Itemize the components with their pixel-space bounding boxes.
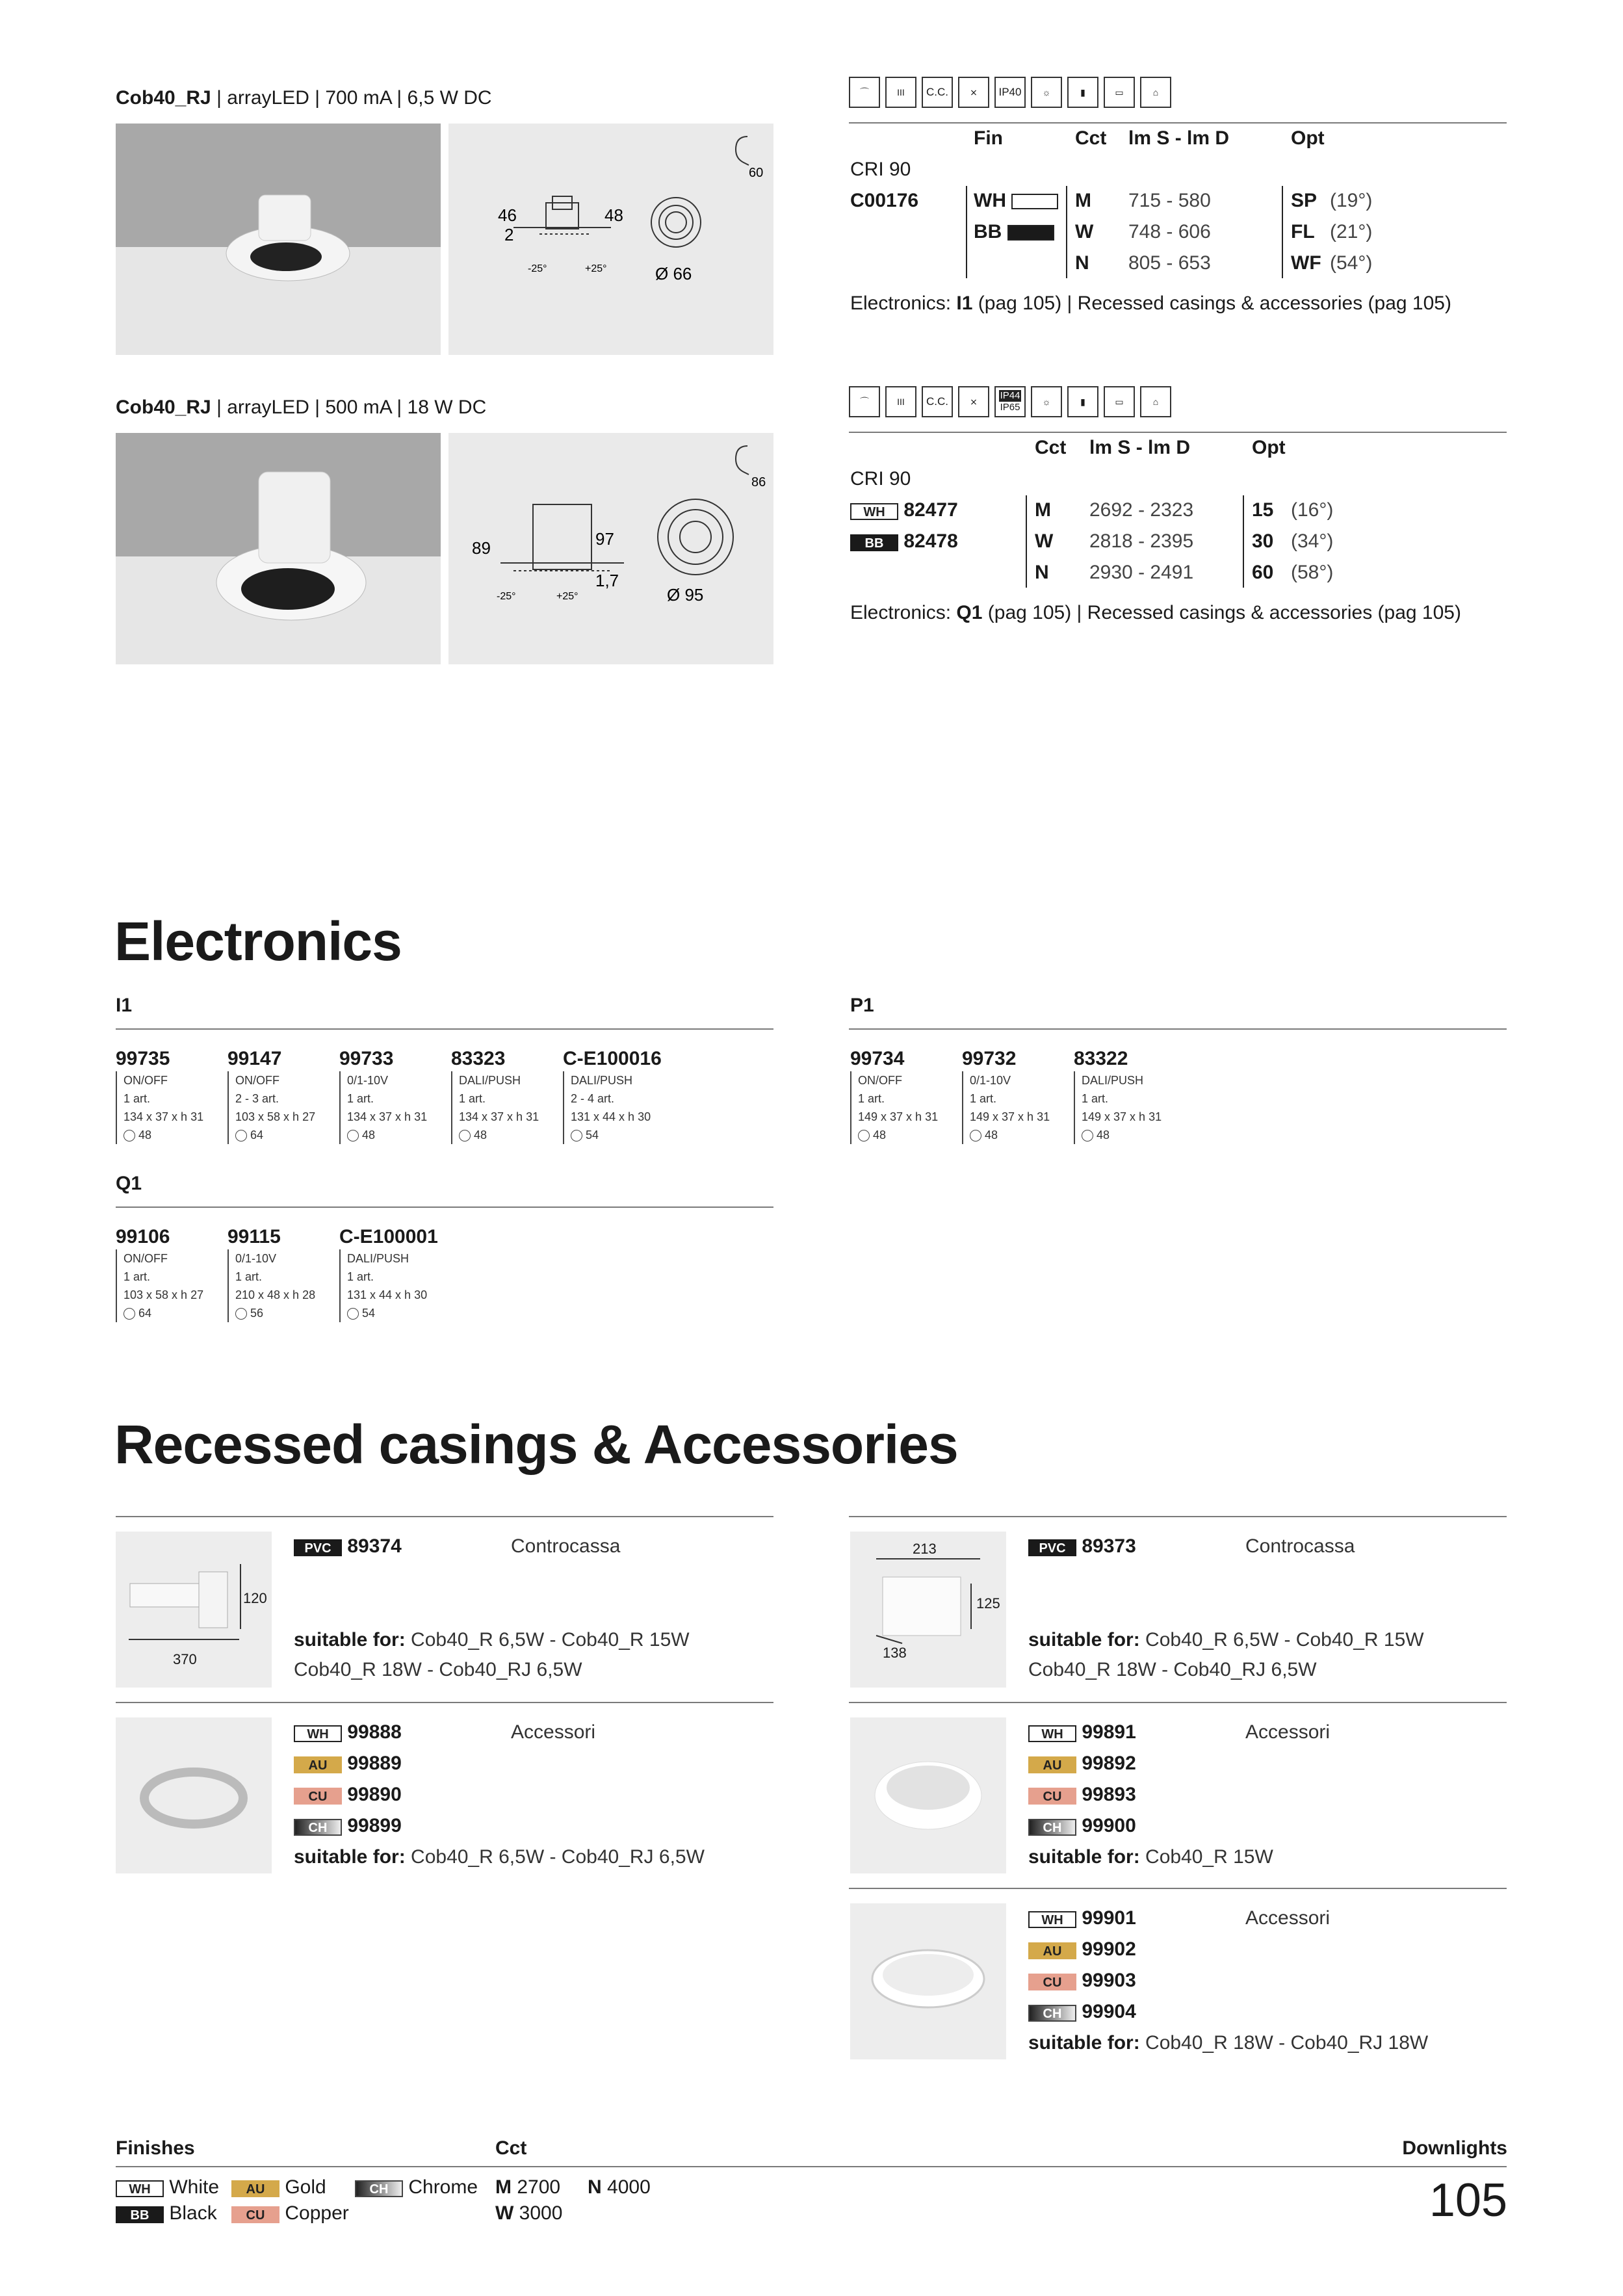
driver-code: 99734 [850,1048,905,1069]
accessory-code: WH 99901 [1028,1907,1136,1929]
p1-label: P1 [850,995,874,1016]
driver-size: 210 x 48 x h 28 [235,1288,316,1301]
cct-w: W 3000 [495,2202,563,2224]
product-2-icons [849,386,1171,417]
product-2-dim-h1: 89 [472,538,491,558]
p1-col-fin: Fin [974,127,1003,149]
weight-icon [347,1130,359,1141]
driver-art: 1 art. [123,1092,151,1105]
weight-icon [459,1130,471,1141]
casing-left-suitable-2: Cob40_R 18W - Cob40_RJ 6,5W [294,1659,582,1680]
p1-opt-angle-3: (54°) [1330,252,1373,274]
p1-col-cct: Cct [1075,127,1107,149]
driver-size: 149 x 37 x h 31 [1082,1110,1162,1123]
accessory-code: CH 99900 [1028,1815,1136,1837]
p1-col-lm: lm S - lm D [1128,127,1230,149]
acc-left-image [116,1717,272,1873]
p1-lm-1: 715 - 580 [1128,190,1211,211]
driver-size: 103 x 58 x h 27 [235,1110,316,1123]
p2-lm-1: 2692 - 2323 [1089,499,1194,521]
p1-cri: CRI 90 [850,159,911,180]
driver-size: 103 x 58 x h 27 [123,1288,204,1301]
p1-electronics: Electronics: I1 (pag 105) | Recessed casings & accessories (pag 105) [850,293,1451,314]
driver-weight: 48 [858,1126,954,1144]
driver-weight: 64 [235,1126,331,1144]
product-1-technical-drawing [448,124,773,355]
acc-right2-image [850,1903,1006,2059]
driver-code: C-E100001 [339,1226,438,1247]
driver-type: ON/OFF [858,1074,902,1087]
driver-item [451,1048,555,1144]
product-1-spec: | arrayLED | 700 mA | 6,5 W DC [216,87,492,109]
accessory-name: Accessori [511,1721,596,1743]
p1-opt-1: SP [1291,190,1318,211]
casing-right-code: PVC 89373 [1028,1535,1136,1558]
cct-label: Cct [495,2137,527,2159]
driver-code: 99115 [227,1226,281,1247]
casing-left-suitable: suitable for: Cob40_R 6,5W - Cob40_R 15W [294,1629,690,1650]
driver-type: ON/OFF [235,1074,279,1087]
accessory-suitable: suitable for: Cob40_R 18W - Cob40_RJ 18W [1028,2032,1429,2054]
accessory-code: WH 99888 [294,1721,402,1743]
accessory-suitable: suitable for: Cob40_R 6,5W - Cob40_RJ 6,5W [294,1846,705,1868]
finish-black: BB Black [116,2202,217,2224]
p1-fin-wh: WH [974,190,1058,212]
driver-item [962,1048,1066,1144]
driver-weight: 56 [235,1304,331,1322]
p2-opt-1: 15 [1252,499,1274,521]
driver-type: DALI/PUSH [347,1252,409,1265]
p2-opt-angle-1: (16°) [1291,499,1334,521]
p2-lm-3: 2930 - 2491 [1089,562,1194,583]
p1-opt-angle-2: (21°) [1330,221,1373,242]
driver-weight: 48 [1082,1126,1178,1144]
p1-opt-2: FL [1291,221,1315,242]
no-insulation-cover-icon: ⨯ [958,77,989,108]
weight-icon [1082,1130,1093,1141]
finish-chrome: CH Chrome [355,2176,478,2198]
finish-white: WH White [116,2176,219,2198]
p1-opt-3: WF [1291,252,1321,274]
product-2-dim-d: 1,7 [595,571,619,590]
driver-item [227,1048,331,1144]
casing-right-suitable: suitable for: Cob40_R 6,5W - Cob40_R 15W [1028,1629,1424,1650]
driver-item [850,1048,954,1144]
product-2-angle-left: -25° [497,591,516,602]
driver-size: 131 x 44 x h 30 [347,1288,428,1301]
driver-weight: 48 [347,1126,443,1144]
product-2-diameter: Ø 95 [667,585,704,605]
accessory-code: CU 99903 [1028,1970,1136,1992]
p1-lm-2: 748 - 606 [1128,221,1211,242]
driver-size: 134 x 37 x h 31 [459,1110,539,1123]
page-number: 105 [1429,2174,1507,2226]
recessed-icon: ⌒ [849,386,880,417]
product-2-weight: 86 [751,475,766,489]
cct-m: M 2700 [495,2176,561,2198]
casing-right-dim-w: 213 [913,1541,937,1557]
driver-code: 99732 [962,1048,1017,1069]
driver-type: 0/1-10V [235,1252,277,1265]
driver-item [563,1048,667,1144]
recessed-heading: Recessed casings & Accessories [114,1414,958,1475]
constant-current-icon: C.C. [922,77,953,108]
driver-item [339,1048,443,1144]
driver-art: 2 - 4 art. [571,1092,615,1105]
p2-opt-angle-2: (34°) [1291,530,1334,552]
driver-type: ON/OFF [123,1252,168,1265]
driver-art: 1 art. [459,1092,486,1105]
glow-wire-icon: ☼ [1031,386,1062,417]
p2-cri: CRI 90 [850,468,911,489]
driver-weight: 48 [970,1126,1066,1144]
accessory-code: CH 99899 [294,1815,402,1837]
driver-art: 2 - 3 art. [235,1092,279,1105]
driver-type: ON/OFF [123,1074,168,1087]
product-1-title [116,87,492,109]
p1-cct-3: N [1075,252,1089,274]
driver-code: 99106 [116,1226,170,1247]
p1-cct-1: M [1075,190,1091,211]
driver-type: DALI/PUSH [459,1074,521,1087]
casing-right-name: Controcassa [1245,1535,1355,1557]
driver-code: 99733 [339,1048,394,1069]
product-2-photo [116,433,441,664]
accessory-code: CU 99890 [294,1784,402,1806]
q1-label: Q1 [116,1173,142,1194]
driver-art: 1 art. [1082,1092,1109,1105]
i1-label: I1 [116,995,133,1016]
product-2-technical-drawing [448,433,773,664]
p2-lm-2: 2818 - 2395 [1089,530,1194,552]
driver-type: DALI/PUSH [571,1074,633,1087]
product-2-rule [849,432,1507,433]
cct-n: N 4000 [588,2176,651,2198]
p1-opt-angle-1: (19°) [1330,190,1373,211]
product-1-dim-d2: 2 [504,225,514,244]
ip-rating-icon: IP40 [994,77,1026,108]
product-2-title [116,397,486,419]
white-swatch [1011,194,1058,209]
weight-icon [858,1130,870,1141]
p1-col-opt: Opt [1291,127,1325,149]
p2-opt-angle-3: (58°) [1291,562,1334,583]
p2-col-opt: Opt [1252,437,1286,458]
driver-art: 1 art. [858,1092,885,1105]
accessory-name: Accessori [1245,1907,1331,1929]
casing-left-dim-h: 120 [243,1590,267,1606]
driver-size: 149 x 37 x h 31 [970,1110,1050,1123]
p2-col-lm: lm S - lm D [1089,437,1191,458]
product-1-angle-right: +25° [585,263,607,274]
p2-code-wh: WH 82477 [850,499,958,521]
class-iii-icon: III [885,77,916,108]
casing-left-dim-w: 370 [173,1651,197,1667]
casing-right-dim-h: 125 [976,1595,1000,1611]
class-iii-icon: III [885,386,916,417]
p2-cct-2: W [1035,530,1054,552]
weight-icon [235,1130,247,1141]
driver-type: 0/1-10V [347,1074,389,1087]
accessory-code: CU 99893 [1028,1784,1136,1806]
recessed-icon: ⌒ [849,77,880,108]
accessory-code: AU 99892 [1028,1753,1136,1775]
driver-type: DALI/PUSH [1082,1074,1144,1087]
driver-item [116,1226,220,1322]
driver-size: 149 x 37 x h 31 [858,1110,939,1123]
section-label: Downlights [1402,2137,1507,2159]
ceiling-icon: ▭ [1104,77,1135,108]
product-2-name: Cob40_RJ [116,397,211,418]
driver-size: 134 x 37 x h 31 [347,1110,428,1123]
product-2-spec: | arrayLED | 500 mA | 18 W DC [216,397,487,418]
product-2-angle-right: +25° [556,591,578,602]
driver-item [339,1226,443,1322]
constant-current-icon: C.C. [922,386,953,417]
accessory-code: WH 99891 [1028,1721,1136,1743]
weight-icon [571,1130,582,1141]
driver-item [227,1226,331,1322]
electronics-heading: Electronics [114,911,402,972]
ceiling-mount-icon: ▮ [1067,386,1098,417]
casing-left-code: PVC 89374 [294,1535,402,1558]
product-2-drawing [448,433,773,664]
driver-weight: 54 [347,1304,443,1322]
p2-col-cct: Cct [1035,437,1067,458]
driver-art: 1 art. [123,1270,151,1283]
weight-icon [235,1308,247,1320]
p1-cct-2: W [1075,221,1094,242]
driver-code: 99735 [116,1048,170,1069]
weight-icon [970,1130,981,1141]
product-1-name: Cob40_RJ [116,87,211,109]
p2-opt-3: 60 [1252,562,1274,583]
ip-rating-icon: IP44 IP65 [994,386,1026,417]
ceiling-mount-icon: ▮ [1067,77,1098,108]
driver-item [1074,1048,1178,1144]
p2-cct-3: N [1035,562,1049,583]
product-1-photo [116,124,441,355]
acc-right1-image [850,1717,1006,1873]
accessory-code: AU 99902 [1028,1938,1136,1961]
driver-art: 1 art. [970,1092,997,1105]
driver-art: 1 art. [347,1092,374,1105]
driver-size: 134 x 37 x h 31 [123,1110,204,1123]
warranty-icon: ⌂ [1140,77,1171,108]
driver-size: 131 x 44 x h 30 [571,1110,651,1123]
product-2-dim-h2: 97 [595,529,614,549]
driver-weight: 48 [123,1126,220,1144]
product-1-photo-image [116,124,441,355]
finish-copper: CU Copper [231,2202,349,2224]
driver-code: 83323 [451,1048,506,1069]
casing-right-suitable-2: Cob40_R 18W - Cob40_RJ 6,5W [1028,1659,1317,1680]
finish-gold: AU Gold [231,2176,326,2198]
accessory-code: AU 99889 [294,1753,402,1775]
product-1-rule [849,122,1507,124]
p2-electronics: Electronics: Q1 (pag 105) | Recessed casings & accessories (pag 105) [850,602,1461,623]
product-1-angle-left: -25° [528,263,547,274]
driver-code: C-E100016 [563,1048,662,1069]
accessory-code: CH 99904 [1028,2001,1136,2023]
driver-code: 83322 [1074,1048,1128,1069]
product-1-icons [849,77,1171,108]
product-1-weight: 60 [749,166,764,180]
driver-weight: 54 [571,1126,667,1144]
warranty-icon: ⌂ [1140,386,1171,417]
weight-icon [123,1308,135,1320]
ceiling-icon: ▭ [1104,386,1135,417]
weight-icon [347,1308,359,1320]
product-2-photo-image [116,433,441,664]
casing-left-name: Controcassa [511,1535,621,1557]
p2-code-bb: BB 82478 [850,530,958,553]
driver-weight: 48 [459,1126,555,1144]
driver-weight: 64 [123,1304,220,1322]
p2-cct-1: M [1035,499,1051,521]
p1-lm-3: 805 - 653 [1128,252,1211,274]
product-1-dim-h: 48 [604,205,623,225]
accessory-name: Accessori [1245,1721,1331,1743]
driver-item [116,1048,220,1144]
product-1-dim-d1: 46 [498,205,517,225]
black-swatch [1007,225,1054,241]
p2-opt-2: 30 [1252,530,1274,552]
product-1-diameter: Ø 66 [655,264,692,283]
driver-code: 99147 [227,1048,282,1069]
accessory-suitable: suitable for: Cob40_R 15W [1028,1846,1273,1868]
driver-art: 1 art. [235,1270,263,1283]
driver-art: 1 art. [347,1270,374,1283]
p1-code: C00176 [850,190,919,211]
glow-wire-icon: ☼ [1031,77,1062,108]
casing-right-dim-d: 138 [883,1645,907,1661]
driver-type: 0/1-10V [970,1074,1011,1087]
product-1-drawing [448,124,773,355]
no-insulation-cover-icon: ⨯ [958,386,989,417]
finishes-label: Finishes [116,2137,195,2159]
weight-icon [123,1130,135,1141]
p1-fin-bb: BB [974,221,1054,243]
